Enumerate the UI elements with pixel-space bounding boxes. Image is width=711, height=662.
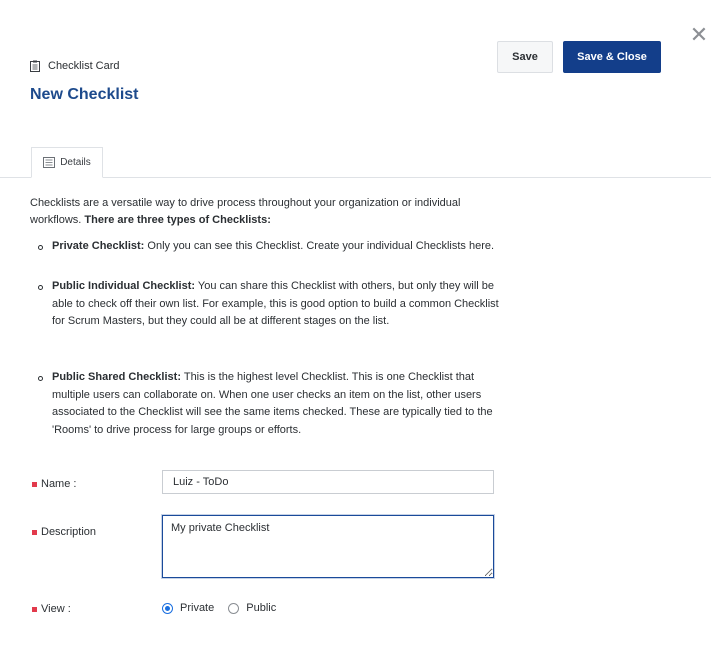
intro-text <box>30 195 500 228</box>
description-label-text: Description <box>41 526 97 538</box>
card-type-label: Checklist Card <box>48 60 120 72</box>
checklist-types-list <box>30 238 500 439</box>
view-label <box>32 603 71 615</box>
name-input[interactable] <box>162 470 494 494</box>
tabs-divider <box>0 177 711 178</box>
required-marker <box>32 530 37 535</box>
card-type <box>30 59 120 73</box>
intro-body: Checklists are a versatile way to drive process throughout your organization or individual workflows. <box>30 197 461 226</box>
view-private-label[interactable]: Private <box>180 602 215 614</box>
intro-bold: There are three types of Checklists: <box>84 213 271 226</box>
name-label <box>32 478 76 490</box>
tab-details[interactable] <box>31 147 103 178</box>
view-radio-group <box>162 602 290 614</box>
close-icon[interactable]: ✕ <box>689 22 709 47</box>
view-label-text: View : <box>41 603 71 615</box>
save-button[interactable]: Save <box>497 41 553 73</box>
list-item <box>30 278 500 369</box>
page-title: New Checklist <box>30 86 139 103</box>
view-public-radio[interactable] <box>228 603 239 614</box>
tab-label: Details <box>60 157 91 168</box>
list-item <box>30 369 500 439</box>
required-marker <box>32 607 37 612</box>
type-title: Private Checklist: <box>52 240 145 252</box>
list-item <box>30 238 500 278</box>
type-text: You can share this Checklist with others, but only they will be able to check off their own list. For example, this is good option to build a common Checklist for Scrum Masters, but they could all be at different stages on the list. <box>52 280 499 327</box>
document-icon <box>43 157 55 168</box>
name-label-text: Name : <box>41 478 77 490</box>
clipboard-icon <box>30 60 40 72</box>
description-label <box>32 526 96 538</box>
save-close-button[interactable]: Save & Close <box>563 41 661 73</box>
view-private-radio[interactable] <box>162 603 173 614</box>
type-title: Public Shared Checklist: <box>52 371 181 383</box>
type-text: This is the highest level Checklist. This is one Checklist that multiple users can collaborate on. When one user checks an item on the list, other users associated to the Checklist will see the same items checked. These are typically tied to the 'Rooms' to drive process for large groups or efforts. <box>52 371 493 436</box>
view-public-label[interactable]: Public <box>246 602 277 614</box>
type-title: Public Individual Checklist: <box>52 280 196 292</box>
description-field[interactable] <box>162 515 494 578</box>
required-marker <box>32 482 37 487</box>
type-text: Only you can see this Checklist. Create your individual Checklists here. <box>147 240 495 252</box>
